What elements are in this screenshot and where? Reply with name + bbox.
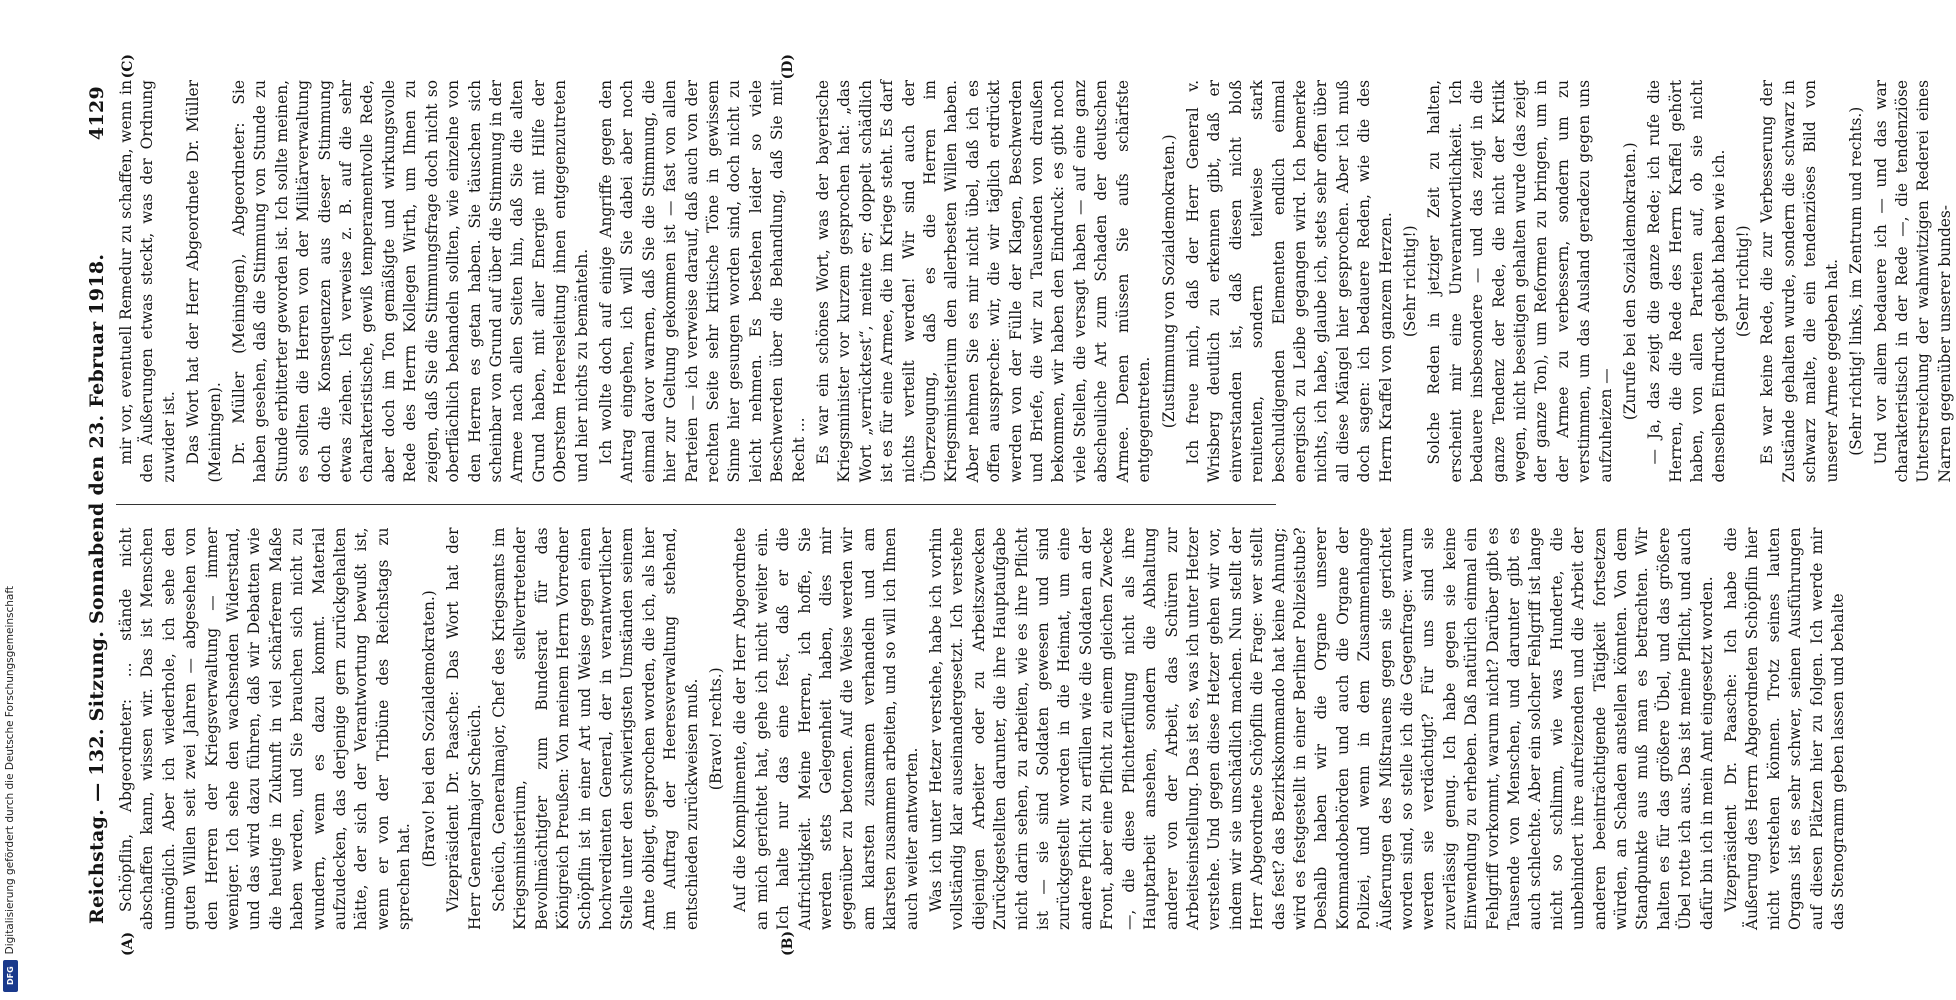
paragraph: Vizepräsident Dr. Paasche: Ich habe die Äußerung des Herrn Abgeordneten Schöpflin hier nicht verstehen können. Trotz seines lauten Organs ist es sehr schwer, seinen Ausführungen auf diesen Plätzen hier zu folgen. Ich werde mir das Stenogramm geben lassen und behalte xyxy=(1722,527,1848,930)
text-columns xyxy=(116,80,1954,930)
paragraph: Dr. Müller (Meiningen), Abgeordneter: Sie haben gesehen, daß die Stimmung von Stunde zu Stunde erbitterter geworden ist. Ich sollte meinen, es sollten die Herren von der Militärverwaltung doch die Konsequenzen aus dieser Stimmung etwas ziehen. Ich verweise z. B. auf die sehr charakteristische, gewiß temperamentvolle Rede, aber doch im Ton gemäßigte und wirkungsvolle Rede des Herrn Kollegen Wirth, um Ihnen zu zeigen, daß Sie die Stimmungsfrage doch nicht so oberflächlich behandeln sollten, wie einzelne von den Herren es getan haben. Sie täuschen sich scheinbar von Grund auf über die Stimmung in der Armee nach allen Seiten hin, daß Sie die alten Grund haben, mit aller Energie mit Hilfe der Oberstem Heeresleitung ihnen entgegenzutreten und hier nichts zu bemänteln. xyxy=(230,80,591,483)
margin-marker-c: (C) xyxy=(120,54,136,79)
column-divider xyxy=(116,505,1276,506)
paragraph: Das Wort hat der Herr Abgeordnete Dr. Müller (Meiningen). xyxy=(184,80,224,483)
paragraph: Es war keine Rede, die zur Verbesserung der Zustände gehalten wurde, sondern die schwarz in schwarz malte, die ein tendenziöses Bild von unserer Armee gegeben hat. xyxy=(1758,80,1841,483)
paragraph: Solche Reden in jetziger Zeit zu halten, erscheint mir eine Unverantwortlichkeit. Ich bedauere insbesondere — und das zeigt in die ganze Tendenz der Rede, die nicht der Kritik wegen, nicht beseitigen gehalten wurde (das zeigt der ganze Ton), um Reformen zu bringen, um in der Armee zu verbessern, sondern um zu verstimmen, um das Ausland geradezu gegen uns aufzuheizen — xyxy=(1425,80,1615,483)
page-number: 4129 xyxy=(86,86,108,141)
credit-text: Digitalisierung gefördert durch die Deutsche Forschungsgemeinschaft xyxy=(4,585,16,954)
paragraph: — Ja, das zeigt die ganze Rede; ich rufe die Herren, die die Rede des Herrn Kraffel gehört haben, von allen Parteien auf, ob sie nicht denselben Eindruck gehabt haben wie ich. xyxy=(1645,80,1728,483)
right-column xyxy=(116,80,1954,483)
margin-marker-b: (B) xyxy=(780,930,796,956)
session-title: Reichstag. — 132. Sitzung. Sonnabend den 23. Februar 1918. xyxy=(86,253,108,924)
dfg-logo-icon: DFG xyxy=(3,960,18,992)
paragraph: Was ich unter Hetzer verstehe, habe ich vorhin vollständig klar auseinandergesetzt. Ich verstehe diejenigen Arbeiter oder zu Arbeitszwecken Zurückgestellten darunter, die ihre Hauptaufgabe nicht darin sehen, zu arbeiten, wie es ihre Pflicht ist — sie sind Soldaten gewesen und sind zurückgestellt worden in die Heimat, um eine andere Pflicht zu erfüllen wie die Soldaten an der Front, aber eine Pflicht zu einem gleichen Zwecke —, die diese Pflichterfüllung nicht als ihre Hauptarbeit ansehen, sondern die Abhaltung anderer von der Arbeit, das Schüren zur Arbeitseinstellung. Das ist es, was ich unter Hetzer verstehe. Und gegen diese Hetzer gehen wir vor, indem wir sie unschädlich machen. Nun stellt der Herr Abgeordnete Schöpflin die Frage: wer stellt das fest? das Bezirkskommando hat keine Ahnung; wird es festgestellt in einer Berliner Polizeistube? Deshalb haben wir die Organe unserer Kommandobehörden und auch die Organe der Polizei, und wenn in dem Zusammenhange Äußerungen des Mißtrauens gegen sie gerichtet worden sind, so stelle ich die Gegenfrage: warum werden sie verdächtigt? Für uns sind sie zuverlässig genug. Ich habe gegen sie keine Einwendung zu erheben. Daß natürlich einmal ein Fehlgriff vorkommt, warum nicht? Darüber gibt es Tausende von Menschen, und darunter gibt es auch schlechte. Aber ein solcher Fehlgriff ist lange nicht so schlimm, wie was Hunderte, die unbehindert ihre aufreizenden und die Arbeit der anderen beeinträchtigende Tätigkeit fortsetzen würden, an Schaden anstellen könnten. Von dem Standpunkte aus muß man es betrachten. Wir halten es für das größere Übel, und das größere Übel rotte ich aus. Das ist meine Pflicht, und auch dafür bin ich in mein Amt eingesetzt worden. xyxy=(927,527,1716,930)
parenthetical-remark: (Zurufe bei den Sozialdemokraten.) xyxy=(1621,142,1640,421)
parenthetical-remark: (Bravo! bei den Sozialdemokraten.) xyxy=(419,590,438,868)
parenthetical-remark: (Bravo! rechts.) xyxy=(706,667,725,791)
parenthetical-remark: (Zustimmung von Sozialdemokraten.) xyxy=(1159,134,1178,429)
page-content xyxy=(80,50,1954,960)
paragraph: Scheüch, Generalmajor, Chef des Kriegsamts im Kriegsministerium, stellvertretender Bevollmächtigter zum Bundesrat für das Königreich Preußen: Von meinem Herrn Vorredner Schöpflin ist in einer Art und Weise gegen einen hochverdienten General, der in verantwortlicher Stelle unter den schwierigsten Umständen seinem Amte obliegt, gesprochen worden, die ich, als hier im Auftrag der Heeresverwaltung stehend, entschieden zurückweisen muß. xyxy=(489,527,701,930)
margin-marker-a: (A) xyxy=(120,931,136,956)
paragraph: Und vor allem bedauere ich — und das war charakteristisch in der Rede —, die tendenziöse Unterstreichung der wahnwitzigen Rederei eines Narren gegenüber unserer bundes- xyxy=(1871,80,1954,483)
paragraph: Vizepräsident Dr. Paasche: Das Wort hat der Herr Generalmajor Scheüch. xyxy=(444,527,484,930)
paragraph: Ich freue mich, daß der Herr General v. Wrisberg deutlich zu erkennen gibt, daß er einverstanden ist, daß diesen nicht bloß renitenten, sondern teilweise stark beschuldigenden Elementen endlich einmal energisch zu Leibe gegangen wird. Ich bemerke nichts, ich habe, glaube ich, stets sehr offen über all diese Mängel hier gesprochen. Aber ich muß doch sagen: ich bedauere Reden, wie die des Herrn Kraffel von ganzem Herzen. xyxy=(1183,80,1395,483)
paragraph: Auf die Komplimente, die der Herr Abgeordnete an mich gerichtet hat, gehe ich nicht weiter ein. Ich halte nur das eine fest, daß er die Aufrichtigkeit. Meine Herren, ich hoffe, Sie werden stets Gelegenheit haben, dies mir gegenüber zu betonen. Auf die Weise werden wir am klarsten zusammen verhandeln und am klarsten zusammen arbeiten, und so will ich Ihnen auch weiter antworten. xyxy=(731,527,921,930)
paragraph: Ich wollte doch auf einige Angriffe gegen den Antrag eingehen, ich will Sie dabei aber noch einmal davor warnen, daß Sie die Stimmung, die hier zur Geltung gekommen ist — fast von allen Parteien — ich verweise darauf, daß auch von der rechten Seite sehr kritische Töne in gewissem Sinne hier gesungen worden sind, doch nicht zu leicht nehmen. Es bestehen leider so viele Beschwerden über die Behandlung, daß Sie mit Recht ... xyxy=(596,80,808,483)
paragraph: mir vor, eventuell Remedur zu schaffen, wenn in den Äußerungen etwas steckt, was der Ordnung zuwider ist. xyxy=(117,80,178,483)
margin-marker-d: (D) xyxy=(780,54,796,80)
page-header xyxy=(86,80,116,930)
paragraph: Schöpflin, Abgeordneter: ... stände nicht abschaffen kann, wissen wir. Das ist Menschen unmöglich. Aber ich wiederhole, ich sehe den guten Willen seit zwei Jahren — abgesehen von den Herren der Kriegsverwaltung — immer weniger. Ich sehe den wachsenden Widerstand, und das wird dazu führen, daß wir Debatten wie die heutige in Zukunft in viel schärferem Maße haben werden, und Sie brauchen sich nicht zu wundern, wenn es dazu kommt. Material aufzudecken, das derjenige gern zurückgehalten hätte, der sich der Verantwortung bewußt ist, wenn er von der Tribüne des Reichstags zu sprechen hat. xyxy=(117,527,414,930)
parenthetical-remark: (Sehr richtig!) xyxy=(1734,225,1753,338)
paragraph: Es war ein schönes Wort, was der bayerische Kriegsminister vor kurzem gesprochen hat: „das Wort „verrücktest“, meinte er; doppelt schädlich ist es für eine Armee, die im Kriege steht. Es darf nichts verteilt werden! Wir sind auch der Überzeugung, daß es die Herren im Kriegsministerium den allerbesten Willen haben. Aber nehmen Sie es mir nicht übel, daß ich es offen ausspreche: wir, die wir täglich erdrückt werden von der Fülle der Klagen, Beschwerden und Briefe, die wir zu Tausenden von draußen bekommen, wir haben den Eindruck: es gibt noch viele Stellen, die versagt haben — auf eine ganz abscheuliche Art zum Schaden der deutschen Armee. Denen müssen Sie aufs schärfste entgegentreten. xyxy=(814,80,1154,483)
parenthetical-remark: (Sehr richtig!) xyxy=(1400,225,1419,338)
digitization-credit xyxy=(0,0,26,1000)
left-column xyxy=(116,527,1848,931)
parenthetical-remark: (Sehr richtig! links, im Zentrum und rechts.) xyxy=(1847,106,1866,456)
scanned-page xyxy=(80,50,1954,960)
